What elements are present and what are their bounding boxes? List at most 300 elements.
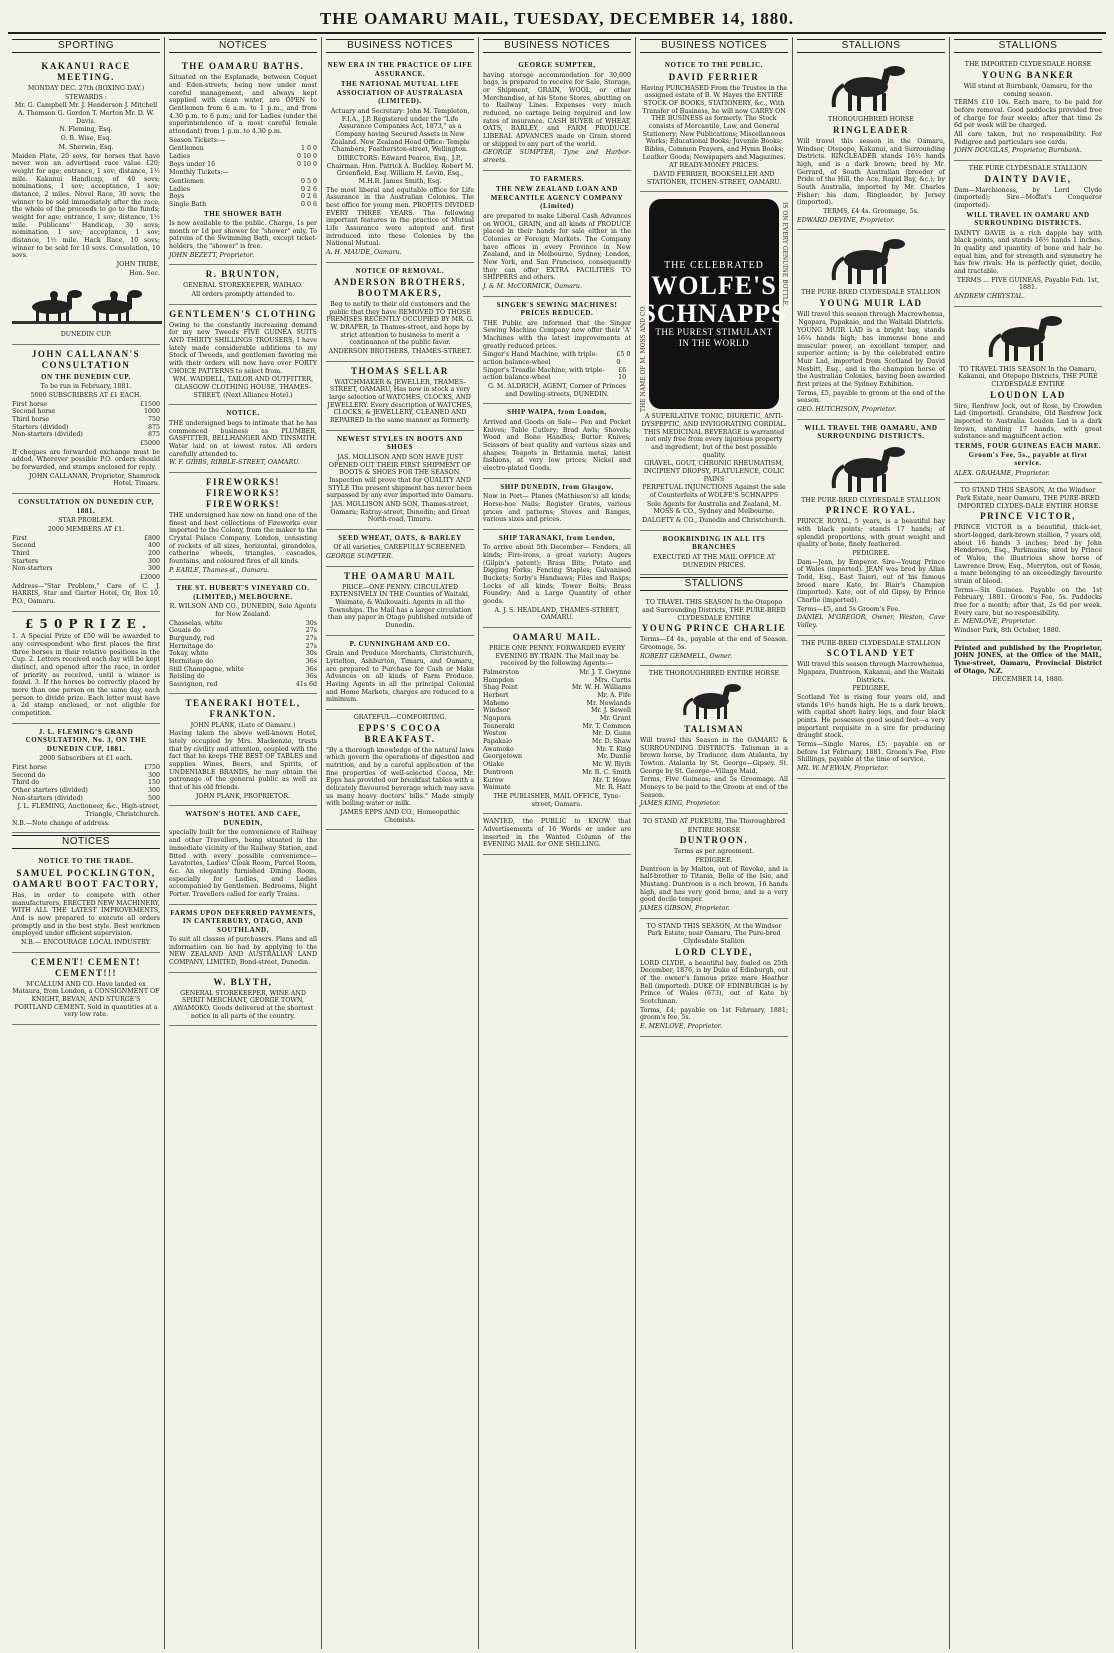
agent-row — [483, 753, 631, 761]
ad-body: Has, in order to compete with other manufacturers, ERECTED NEW MACHINERY, WITH ALL THE LATEST IMPROVEMENTS, And is now prepared to execute all orders promptly and in the best style. Best workmen employed under efficient supervision. — [12, 891, 160, 938]
ad-body: GENERAL STOREKEEPER, WINE AND SPIRIT MERCHANT, GEORGE TOWN, AWAMOKO. Goods delivered at the shortest notice in all parts of the country. — [172, 989, 314, 1020]
column-business-2 — [479, 37, 636, 1649]
section-header: STALLIONS — [640, 577, 788, 591]
agent-row-value: Mr. R. Hatt — [595, 784, 631, 792]
wine-row-value: 27s — [305, 635, 317, 643]
ad-title: GENTLEMEN'S CLOTHING — [169, 308, 317, 319]
ad-intro: TO TRAVEL THIS SEASON In the Oamaru, Kakanui, and Otepopo Districts, THE PURE CLYDESDALE ENTIRE — [958, 365, 1098, 388]
ad-route: Will travel this season through Macrewhenua, Ngapara, Papakaio, and the Waitaki Districts. — [797, 310, 945, 326]
prize-row-label: Third — [12, 549, 30, 557]
ad-signature: ROBERT GEMMELL, Owner. — [640, 652, 733, 660]
column-header: NOTICES — [169, 39, 317, 53]
agent-row-value: Mr. Grant — [599, 715, 631, 723]
ad-body: All orders promptly attended to. — [191, 291, 295, 299]
wine-row-label: Gouais do — [169, 627, 201, 635]
price-row-label: Gentlemen — [169, 145, 204, 153]
secretary: JOHN TRIBE, — [116, 260, 160, 268]
prize-row-label: Non-starters (divided) — [12, 431, 83, 439]
members: 2000 MEMBERS AT £1. — [47, 525, 125, 533]
dainty-davie-ad — [954, 161, 1102, 307]
price-row-label: Ladies — [169, 152, 190, 160]
blyth-ad — [169, 973, 317, 1027]
ad-body: Having PURCHASED From the Trustee in the assigned estate of B. W. Hayes the ENTIRE STOCK OF BOOKS, STATIONERY, &c., With Transfer of Business, he will now CARRY ON THE BUSINESS as formerly. The Stock consists of Mercantile, Law, and General Stationery; New Publications; Miscellaneous Works; Educational Books; Juvenile Books; Bibles, Common Prayers, and Hymn Books; Leather Goods; Newspapers and Magazines. — [640, 84, 788, 161]
agent-row — [483, 777, 631, 785]
run-date: To be run in February, 1881. — [40, 383, 132, 391]
agent-row — [483, 723, 631, 731]
ad-body: WANTED, the PUBLIC to KNOW that Advertisements of 16 Words or under are inserted in the Wanted Column of the EVENING MAIL for ONE SHILLING. — [483, 818, 631, 849]
prize-row — [12, 787, 160, 795]
loudon-lad-ad — [954, 307, 1102, 484]
prize-row-label: Second do — [12, 771, 46, 779]
agent-row-value: Mr. T. King — [596, 745, 631, 753]
ad-title: DAVID FERRIER — [668, 71, 760, 82]
prize-row-value: 875 — [147, 423, 160, 431]
prize-row-value: £800 — [143, 534, 160, 542]
wanted-ad — [483, 814, 631, 855]
ad-intro: Actuary and Secretary: John M. Templeton, F.I.A., J.P. Registered under the "Life Assurance Companies Act, 1873," as a Company having Secured Assets in New Zealand. New Zealand Head Office: Temple Chambers, Featherston-street, Wellington. — [330, 107, 470, 154]
ad-title: KAKANUI RACE MEETING. — [41, 61, 131, 83]
ad-title: ANDERSON BROTHERS, BOOTMAKERS, — [333, 277, 467, 299]
ad-signature: DANIEL M'GREGOR, Owner, Weston, Cave Valley. — [797, 614, 945, 630]
imprint-date: DECEMBER 14, 1880. — [992, 676, 1064, 684]
price-row-label: Ladies — [169, 185, 190, 193]
ad-body: The most liberal and equitable office for Life Assurance in the Australian Colonies. The best office for young men. PROFITS DIVIDED EVERY THREE YEARS. The following important features in the practice of Mutual Life Assurance were adopted and first introduced into these Colonies by the National Mutual. — [326, 186, 474, 248]
ad-terms: Terms, Five Guineas; and 5s Groomage. All Moneys to be paid to the Groom at end of the Season. — [640, 776, 788, 799]
ad-body: are prepared to make Liberal Cash Advances on WOOL, GRAIN, and all kinds of PRODUCE placed in their hands for sale either in the Colonies or Foreign Markets. The Company have offices in every Province in New Zealand, and in Melbourne, Sydney, London, New York, and San Francisco, consequently they can offer EXTRA FACILITIES TO SHIPPERS and others. — [483, 212, 631, 282]
ad-signature: MR. W. M'EWAN, Proprietor. — [797, 765, 889, 773]
prize-row-label: First — [12, 534, 28, 542]
column-header: SPORTING — [12, 39, 160, 53]
ad-body: To arrive about 5th December— Fenders, all kinds; Fire-irons, a great variety; Augers (Gilpin's patent); Brass Bits; Potato and Digging Forks; Fencing Staples; Galvanised Buckets; Sorby's Handsaws; Files and Rasps; Locks of all kinds; Tower Bolts; Brass Foundry; And a Large Quantity of other goods. — [483, 544, 631, 606]
price-row — [169, 193, 317, 201]
ad-title: BOOKBINDING IN ALL ITS BRANCHES — [662, 534, 766, 552]
agent-row-label: Ngapara — [483, 715, 511, 723]
ad-title: THE OAMARU BATHS. — [181, 61, 305, 72]
logo-name-1: WOLFE'S — [651, 271, 777, 301]
agent-row-value: Mr. A. Fife — [597, 692, 631, 700]
ad-signature: E. MENLOVE, Proprietor. — [954, 618, 1036, 626]
ad-signature: DALGETY & CO., Dunedin and Christchurch. — [642, 517, 786, 525]
plumber-ad — [169, 405, 317, 473]
wine-row-value: 36s — [305, 658, 317, 666]
wine-row-value: 30s — [305, 619, 317, 627]
ad-title: SAMUEL POCKLINGTON, OAMARU BOOT FACTORY, — [12, 867, 160, 889]
ad-title: SHIP DUNEDIN, from Glasgow, — [500, 482, 614, 491]
ad-title: W. BLYTH, — [213, 976, 273, 987]
columns — [8, 37, 1106, 1649]
prize-row-label: Second — [12, 542, 36, 550]
agent-row-value: Mr. D. Shaw — [591, 738, 631, 746]
cunningham-ad — [326, 636, 474, 710]
ad-body: A SUPERLATIVE TONIC, DIURETIC, ANTI-DYSPEPTIC, AND INVIGORATING CORDIAL. THIS MEDICINAL BEVERAGE is warranted not only free from every injurious property and ingredient, but of the best possible quality. — [641, 413, 787, 459]
racehorses-illustration — [12, 281, 162, 327]
ad-title: THE OAMARU MAIL — [344, 570, 456, 581]
agent-row-label: Palmerston — [483, 669, 520, 677]
agent-row-label: Kurow — [483, 776, 504, 784]
ad-body: DAINTY DAVIE is a rich dapple bay with black points, and stands 16½ hands 1 inches. In quality and quantity of bone and hair he equal him, and for strength and symmetry he has few rivals. He is perfectly quiet, docile, and tractable. — [954, 229, 1102, 275]
ad-title: LOUDON LAD — [990, 389, 1066, 400]
fireworks-ad — [169, 473, 317, 580]
price-row — [169, 161, 317, 169]
horse-illustration — [826, 63, 916, 113]
imprint — [954, 641, 1102, 689]
lord-clyde-ad — [640, 919, 788, 1037]
price-row — [169, 145, 317, 153]
ad-title: LORD CLYDE, — [675, 946, 753, 957]
ad-body: THE Public are informed that the Singer Sewing Machine Company now offer their 'A' Machines with the latest improvements at greatly reduced prices. — [483, 319, 631, 350]
ad-intro: TO STAND AT PUKEURI, The Thoroughbred — [642, 818, 786, 826]
agent-row — [483, 677, 631, 685]
ad-title: SCOTLAND YET — [826, 648, 916, 659]
anderson-removal-ad — [326, 263, 474, 362]
ad-title: SHIP TARANAKI, from London, — [498, 533, 616, 542]
price-row-label: Boys under 16 — [169, 160, 216, 168]
agent-row-value: Mr. T. Howe — [592, 776, 631, 784]
agent-row-label: Shag Point — [483, 684, 518, 692]
prize-row — [12, 565, 160, 573]
sellar-ad — [326, 362, 474, 431]
ad-terms: TERMS ... FIVE GUINEAS, Payable Feb. 1st, 1881. — [956, 276, 1100, 292]
prize-row — [12, 416, 160, 424]
ad-title: P. CUNNINGHAM AND CO. — [349, 639, 451, 648]
directors: DIRECTORS: Edward Pearce, Esq., J.P., Chairman. Hon. Patrick A. Buckley. Robert M. Greenfield, Esq. William H. Levin, Esq., M.H.R. James Smith, Esq. — [326, 154, 474, 185]
ad-title: SEED WHEAT, OATS, & BARLEY — [338, 533, 462, 542]
masthead-title: THE OAMARU MAIL, TUESDAY, DECEMBER 14, 1880. — [319, 9, 795, 28]
young-prince-charlie-ad — [640, 595, 788, 666]
ship-waipa-ad — [483, 404, 631, 478]
ad-intro: TO STAND THIS SEASON, At the Windsor Park Estate, near Oamaru, THE PURE-BRED IMPORTED CLYDES-DALE ENTIRE HORSE — [956, 487, 1100, 510]
masthead — [8, 6, 1106, 34]
ad-title: FIREWORKS! FIREWORKS! FIREWORKS! — [205, 477, 280, 509]
agent-row-label: Georgetown — [483, 753, 523, 761]
ad-body: LORD CLYDE, a beautiful bay, foaled on 25th December, 1876, is by Duke of Edinburgh, out of the owner's famous prize mare Heather Bell (imported). DUKE OF EDINBURGH is by Prince of Wales (673), out of Kate by Scotchman. — [640, 959, 788, 1006]
wine-row — [169, 643, 317, 651]
ad-title: NOTICE. — [226, 409, 260, 418]
agent-row — [483, 707, 631, 715]
horse-illustration — [826, 236, 916, 286]
price-table — [169, 145, 317, 168]
ad-body: Sire, Renfrew Jock, out of Rose, by Crowden Lad (imported). Grandsire, Old Renfrew Jock imported to Australia. Loudon Lad is a dark brown, standing 17 hands, with great substance and magnificent action. — [954, 402, 1102, 441]
scotland-yet-ad — [797, 636, 945, 779]
ad-note: All care taken, but no responsibility. For Pedigree and particulars see cards. — [954, 130, 1102, 146]
prize-row — [12, 431, 160, 439]
ad-intro: THE PURE-BRED CLYDESDALE STALLION — [801, 496, 941, 504]
ad-signature: ALEX. GRAHAME, Proprietor. — [954, 469, 1050, 477]
prize-row — [12, 408, 160, 416]
address: JOHN CALLANAN, Proprietor, Shamrock Hotel, Timaru. — [29, 472, 160, 488]
ad-body: Having taken the above well-known Hotel, lately occupied by Mrs. Mackenzie, trusts that by civility and attention, coupled with the fact that he keeps THE BEST OF TABLES and supplies Wines, Beers, and Spirits, of UNDENIABLE BRANDS, he may obtain the patronage of the general public as well as that of his old friends. — [169, 730, 318, 792]
column-business-3 — [636, 37, 793, 1649]
ad-signature: ANDERSON BROTHERS, THAMES-STREET. — [328, 348, 472, 356]
prize-row-value: 500 — [147, 794, 160, 802]
prize-row-value: 300 — [147, 557, 160, 565]
wine-row-label: Reisling do — [169, 673, 205, 681]
pedigree-label: PEDIGREE. — [695, 857, 733, 865]
ad-route: Will travel this season through Macrewhenua, Ngapara, Duntroon, Kakanui, and the Waitaki Districts. — [797, 661, 945, 684]
ad-body: Situated on the Esplanade, between Coquet and Eden-streets, being now under most careful management, and always kept supplied with clean water, are OPEN to Gentlemen from 6 a.m. to 1 p.m., and from 4.30 p.m. to 6 p.m.; and for Ladies (under the superintendence of a most careful female attendant) from 1 p.m. to 4.30 p.m. — [169, 74, 317, 135]
ad-terms: Terms—£4 4s., payable at the end of Season. Groomage, 5s. — [640, 636, 788, 652]
ad-kicker: WILL TRAVEL THE OAMARU, AND SURROUNDING DISTRICTS. — [804, 423, 938, 441]
injunctions: PERPETUAL INJUNCTIONS Against the sale of Counterfeits of WOLFE'S SCHNAPPS — [642, 484, 786, 500]
ad-body: PRICE ONE PENNY. FORWARDED EVERY EVENING BY TRAIN. The Mail may be received by the following Agents:— — [488, 645, 626, 668]
price-row-value: 0 2 6 — [300, 193, 317, 201]
ad-signature: JOHN DOUGLAS, Proprietor, Burnbank. — [954, 147, 1082, 155]
ad-title: SHIP WAIPA, from London, — [507, 408, 607, 417]
price-row-value: £6 10 — [618, 366, 627, 382]
ad-title: THOMAS SELLAR — [351, 365, 449, 376]
ad-body: Will travel this season in the Oamaru, Windsor, Otepopo, Kakanui, and Surrounding Districts. RINGLEADER stands 16½ hands high, and is a dark brown; bred by Mr. Gerrard, of South Australian (breeder of Pride of the Hill, the Ace, Rapid Bay, &c.); by South Australia, imported by Mr. Charles Fisher; his dam, Ringleader, by Jersey (imported). — [797, 137, 945, 207]
dunedin-cup-caption: DUNEDIN CUP. — [60, 331, 112, 339]
section-header: NOTICES — [12, 835, 160, 849]
young-muir-lad-ad — [797, 230, 945, 419]
agent-row — [483, 669, 631, 677]
agent-row — [483, 730, 631, 738]
wine-row — [169, 650, 317, 658]
ad-body: YOUNG MUIR LAD is a bright bay, stands 16¾ hands high; has immense bone and muscular power, an excellent temper, and superior action; is by the celebrated entire Muir Lad, imported from Scotland by David Nesbitt, Esq., and is the champion horse of the Australian Colonies, having been awarded first prizes at the Sydney Exhibition. — [797, 327, 945, 388]
agent-row-value: Mr. Newlands — [586, 699, 631, 707]
ad-title: PRINCE ROYAL. — [825, 505, 917, 516]
ad-body: Arrived and Goods on Sale— Pen and Pocket Knives; Table Cutlery; Brad Awls; Shovels; Wood and Bone Handles; Butter Knives; Scissors of best quality and various sizes and shapes; Teapots in Britannia metal, latest fashions, at very low prices; Nickel and electro-plated Goods. — [483, 418, 631, 472]
prize-row — [12, 550, 160, 558]
horse-illustration — [983, 313, 1073, 363]
ad-title: NEWEST STYLES IN BOOTS AND SHOES — [337, 434, 463, 452]
wine-row — [169, 658, 317, 666]
agent-row-value: Mr. W. Blyth — [592, 761, 631, 769]
ad-terms: TERMS, FOUR GUINEAS EACH MARE. Groom's Fee, 5s., payable at first service. — [954, 441, 1102, 468]
column-header: BUSINESS NOTICES — [640, 39, 788, 53]
ferrier-ad — [640, 57, 788, 192]
ad-prices: AT READY-MONEY PRICES. — [669, 162, 759, 170]
ad-title: R. BRUNTON, — [205, 269, 281, 280]
price-row — [169, 178, 317, 186]
ad-title: YOUNG BANKER — [981, 69, 1075, 80]
bookbinding-ad — [640, 531, 788, 575]
ad-intro: THE PURE-BRED CLYDESDALE STALLION — [801, 289, 941, 297]
ailments: GRAVEL, GOUT, CHRONIC RHEUMATISM, INCIPIENT DROPSY, FLATULENCE, COLIC PAINS — [643, 460, 785, 483]
ad-signature: JAMES GIBSON, Proprietor. — [640, 905, 730, 913]
prize-row-value: 875 — [147, 431, 160, 439]
price-row-value: 1 0 0 — [300, 145, 317, 153]
judge: N. Fleming, Esq. — [59, 126, 113, 134]
wine-row-label: Burgundy, red — [169, 635, 215, 643]
starter: O. R. Wise, Esq. — [60, 135, 112, 143]
ad-body: THE undersigned begs to intimate that he has commenced business as PLUMBER, GASFITTER, BELLHANGER AND TINSMITH. Water laid on at lowest rates. All orders carefully attended to. — [169, 420, 317, 458]
prize-table — [12, 764, 160, 802]
wine-row-label: Hermitage do — [169, 658, 214, 666]
wine-row-label: Tokay, white — [169, 650, 209, 658]
agent-row-label: Awamoko — [483, 745, 514, 753]
agent-row — [483, 746, 631, 754]
ad-body: Duntroon is by Malton, out of Revoke, and is half-brother to Titania, Belle of the Isle, and Mustang. Duntroon is a rich brown, 16 hands high, and has very good bone, and is a very good docile temper. — [640, 865, 788, 904]
ad-kicker: NEW ERA IN THE PRACTICE OF LIFE ASSURANCE. — [327, 61, 473, 78]
column-sporting — [8, 37, 165, 1649]
ad-title: RINGLEADER — [832, 124, 909, 135]
ad-signature: A. J. S. HEADLAND, THAMES-STREET, OAMARU. — [494, 606, 620, 622]
ad-signature: GEORGE SUMPTER. — [326, 553, 394, 561]
agent-row-label: Maheno — [483, 699, 509, 707]
prize-table — [12, 535, 160, 573]
price-table — [483, 351, 631, 382]
ad-body: Will travel this Season in the OAMARU & SURROUNDING DISTRICTS. Talisman is a brown horse, by Traducer, dam Atalanta, by Towton. Atalanta by St. George—Gipsey. St. George by St. George—Village Maid. — [640, 737, 788, 775]
column-notices — [165, 37, 322, 1649]
ad-signature: JAMES EPPS AND CO., Homeopathic Chemists. — [340, 808, 460, 824]
ad-date: Windsor Park, 8th October, 1880. — [954, 626, 1061, 634]
wine-row-value: 41s 6d — [295, 681, 317, 689]
wine-row — [169, 635, 317, 643]
price-row-value: 0 0 6 — [300, 200, 317, 208]
secretary-title: Hon. Sec. — [129, 269, 160, 277]
wine-row-value: 30s — [305, 650, 317, 658]
address: J. L. FLEMING, Auctioneer, &c., High-street, Triangle, Christchurch. — [17, 803, 160, 818]
ad-title: FARMS UPON DEFERRED PAYMENTS, IN CANTERBURY, OTAGO, AND SOUTHLAND, — [170, 908, 316, 934]
oamaru-mail-agents-ad — [483, 628, 631, 814]
note: If cheques are forwarded exchange must be added. Wherever possible P.O. orders should be forwarded, and stamps enclosed for reply. — [12, 448, 160, 472]
prize-table — [12, 401, 160, 439]
ad-signature: JAMES KING, Proprietor. — [640, 800, 721, 808]
ad-body: THE undersigned has now on hand one of the finest and best collections of Fireworks ever imported to the Colony, from the maker to the Crystal Palace Company, London, consisting of rockets of all sizes, horizontal, girandoles, catherine wheels, triangles, cascades, fountains, and coloured fires of all kinds. — [169, 511, 317, 565]
logo-top: THE CELEBRATED — [664, 260, 764, 272]
ad-body: PRINCE ROYAL, 5 years, is a beautiful bay with black points; stands 17 hands; of splendid proportions, with great weight and quality of bone, finely feathered. — [797, 518, 945, 549]
agent-row-label: Waimate — [483, 784, 511, 792]
prize-row-value: 400 — [147, 542, 160, 550]
ad-body: Of all varieties, CAREFULLY SCREENED. — [333, 544, 467, 552]
singer-ad — [483, 297, 631, 405]
horse-illustration — [679, 681, 749, 721]
horse-illustration — [826, 444, 916, 494]
column-stallions-2 — [950, 37, 1106, 1649]
prize-row-label: Starters (divided) — [12, 423, 69, 431]
prize-row — [12, 779, 160, 787]
ad-kicker: GRATEFUL—COMFORTING. — [353, 714, 447, 721]
ship-taranaki-ad — [483, 530, 631, 628]
farms-ad — [169, 905, 317, 973]
ad-signature: ANDREW CHRYSTAL. — [954, 292, 1025, 300]
subscribers: 5000 SUBSCRIBERS AT £1 EACH. — [30, 392, 142, 400]
prize-row-value: 150 — [147, 779, 160, 787]
ad-subtitle: JOHN PLANK, (Late of Oamaru.) — [190, 721, 296, 729]
prize-row-label: Other starters (divided) — [12, 786, 88, 794]
cement-ad — [12, 953, 160, 1025]
ad-subtitle: STAR PROBLEM. — [58, 517, 114, 525]
agent-row-label: Herbert — [483, 692, 509, 700]
prize-row-value: £1500 — [139, 400, 160, 408]
prize-row-value: 750 — [147, 416, 160, 424]
agent-row-label: Papakaio — [483, 738, 512, 746]
ad-body: Will stand at Burnbank, Oamaru, for the coming season. — [963, 82, 1093, 98]
note: N.B.—Note change of address. — [12, 819, 110, 827]
ad-title: DAINTY DAVIE, — [984, 173, 1072, 184]
ad-body: PRINCE VICTOR is a beautiful, thick-set, short-legged, dark-brown stallion, 7 years old, about 16 hands 3 inches; bred by John Henderson, Esq., Parkmains; sired by Prince of Wales, the illustrious show horse of Lawrence Drew, Esq., Merryton, out of Rosie, a mare belonging to an exceedingly favourite strain of blood. — [954, 524, 1102, 585]
price-row-value: 0 10 0 — [296, 152, 317, 160]
ad-body: WATCHMAKER & JEWELLER, THAMES-STREET, OAMARU, Has now in stock a very large selection of WATCHES, CLOCKS, AND JEWELLERY. Every description of WATCHES, CLOCKS, & JEWELLERY, CLEANED AND REPAIRED In the same manner as formerly. — [327, 378, 473, 425]
ad-title: CEMENT! CEMENT! CEMENT!!! — [31, 956, 141, 978]
wine-row-label: Still Champagne, white — [169, 665, 244, 673]
ad-terms: TERMS £10 10s. Each mare, to be paid for before removal. Good paddocks provided free of charge for four weeks; after that time 2s 6d per week will be charged. — [954, 99, 1102, 130]
agents: Sole Agents for Australia and Zealand, M. MOSS & CO., Sydney and Melbourne. — [646, 500, 782, 516]
agent-row — [483, 700, 631, 708]
prize-row-label: Starters — [12, 557, 39, 565]
agent-row-value: Mr. R. C. Smith — [582, 768, 631, 776]
ad-body: Is now available to the public. Charge, 1s per month or 1d per shower for "shower" only. To patrons of the Swimming Bath, except ticket-holders, the "shower" is free. — [169, 220, 317, 251]
prize-total: £5000 — [139, 440, 160, 448]
ship-dunedin-ad — [483, 479, 631, 530]
price-row — [169, 186, 317, 194]
agent-row — [483, 738, 631, 746]
ad-intro: TO TRAVEL THIS SEASON In the Otepopo and Surrounding Districts, THE PURE-BRED CLYDESDALE ENTIRE — [642, 599, 786, 622]
agent-row — [483, 761, 631, 769]
epps-cocoa-ad — [326, 710, 474, 830]
ad-label: ENTIRE HORSE — [687, 826, 741, 834]
prize-row — [12, 772, 160, 780]
wine-row-value: 27s — [305, 627, 317, 635]
ad-signature: DAVID FERRIER, BOOKSELLER AND STATIONER, ITCHEN-STREET, OAMARU. — [646, 171, 782, 186]
address: Address—"Star Problem," Care of C. J. HARRIS, Star and Garter Hotel, Or, Box 10, P.O., Oamaru. — [12, 582, 160, 605]
ad-signature: GEO. HUTCHISON, Proprietor. — [797, 405, 897, 413]
agent-row — [483, 692, 631, 700]
ad-terms: Terms—Single Mares, £5; payable on or before 1st February, 1881. Groom's Fee, Five Shillings, payable at the time of service. — [797, 741, 945, 764]
price-row-value: 0 10 0 — [296, 160, 317, 168]
prize-row-value: 300 — [147, 565, 160, 573]
fifty-prize-ad — [12, 612, 160, 724]
ad-body: PRICE—ONE PENNY. CIRCULATED EXTENSIVELY IN THE Counties of Waitaki, Waimate, & Waikouaiti. Agents in all the Townships. The Mail has a larger circulation than any paper in Otago published outside of Dunedin. — [327, 583, 473, 630]
prize-row-label: Non-starters — [12, 565, 53, 573]
ad-kicker: NOTICE TO THE TRADE. — [38, 857, 134, 866]
wine-price-table — [169, 620, 317, 689]
nz-loan-ad — [483, 171, 631, 297]
ad-title: SINGER'S SEWING MACHINES! PRICES REDUCED. — [496, 300, 618, 318]
ad-body: having storage accommodation for 30,000 bags, is prepared to receive for Sale, Storage, or Shipment, GRAIN, WOOL, or other Merchandise, at his Stone Stores, abutting on to Railway Lines. Expenses very much reduced, no cartage being required and low rates of insurance. CASH BUYER of WHEAT, OATS, BARLEY, and FARM PRODUCE. LIBERAL ADVANCES made on Grain stored or shipped to any part of the world. — [483, 71, 631, 148]
agent-row — [483, 769, 631, 777]
ad-title: THE ST. HUBERT'S VINEYARD CO. (LIMITED,) MELBOURNE. — [176, 584, 310, 601]
wine-row-label: Chasselas, white — [169, 619, 223, 627]
agent-row — [483, 784, 631, 792]
agent-row — [483, 715, 631, 723]
ad-signature: WM. WADDELL, TAILOR AND OUTFITTER, GLASGOW CLOTHING HOUSE, THAMES-STREET, (Next Alliance Hotel.) — [172, 376, 314, 399]
agent-row-value: Mr. J. T. Gwynne — [579, 669, 631, 677]
prize-row — [12, 424, 160, 432]
wine-row — [169, 666, 317, 674]
baths-ad — [169, 57, 317, 265]
ad-terms: Terms—£5, and 5s Groom's Fee. — [797, 605, 901, 613]
ad-subtitle: R. WILSON AND CO., DUNEDIN, Sole Agents for New Zealand. — [169, 603, 317, 619]
season-label: Season Tickets:— — [169, 136, 226, 144]
stewards-label: STEWARDS : — [64, 93, 108, 101]
ad-kicker: TO FARMERS. — [529, 174, 585, 183]
ad-signature: GEORGE SUMPTER, Tyne and Harbor-streets. — [483, 149, 631, 165]
ad-subtitle: MONDAY DEC. 27th (BOXING DAY.) — [27, 85, 145, 93]
ad-route: WILL TRAVEL IN OAMARU AND SURROUNDING DISTRICTS. — [966, 210, 1090, 228]
price-row-value: 0 5 0 — [300, 177, 317, 185]
price-row — [169, 201, 317, 209]
logo-side-left: THE NAME OF M. MOSS AND CO. — [640, 305, 647, 413]
race-list: Maiden Plate, 20 sovs, for horses that have never won an advertised race value £20; weight for age; entrance, 1 sov; distance, 1½ mile. Kakanui Handicap, of 40 sovs; nominations, 1 sov; acceptance, 1 sov; distance, 2 miles. Novel Race, 30 sovs; the winner to be sold immediately after the race, the whole of the proceeds to go to the funds; weight for age; entrance, 1 sov; distance, 1½ mile. Publicans' Handicap, 30 sovs; nomination, 1 sov; acceptance, 1 sov; distance, 1½ mile. Hack Race, 10 sovs; winner to be sold for 10 sovs. Consolation, 10 sovs. — [12, 152, 160, 260]
kakanui-race-ad — [12, 57, 160, 345]
ringleader-ad — [797, 57, 945, 230]
ad-body: Scotland Yet is rising four years old, and stands 16½ hands high. He is a dark brown, with capital short hairy legs, and four black points. He possesses good sound feet—a very important requisite in a sire for producing draught stock. — [797, 694, 945, 740]
ad-title: DUNTROON. — [679, 835, 749, 846]
ad-title: TEANERAKI HOTEL, FRANKTON. — [185, 697, 301, 719]
ad-signature: JOHN BEZETT, Proprietor. — [169, 251, 254, 259]
price-row-label: Boys — [169, 193, 185, 201]
clothing-ad — [169, 305, 317, 406]
ad-title: TALISMAN — [684, 724, 744, 735]
ad-body: To suit all classes of purchasers. Plans and all information can be had by applying to the NEW ZEALAND AND AUSTRALIAN LAND COMPANY, LIMITED, Bond-street, Dunedin. — [169, 936, 317, 967]
wolfe-schnapps-ad — [640, 192, 788, 530]
ad-signature: JAS. MOLLISON AND SON, Thames-street, Oamaru; Ratray-street, Dunedin; and Great North-road, Timaru. — [330, 500, 470, 524]
stewards-list: Mr. G. Campbell Mr. J. Henderson J. Mitchell A. Thomson G. Gordon T. Merton Mr. D. W. Davis. — [14, 102, 158, 125]
ad-note: N.B.— ENCOURAGE LOCAL INDUSTRY. — [21, 938, 151, 946]
pedigree-text: Dam—Jean, by Emperor. Sire—Young Prince of Wales (imported). JEAN was bred by Allan Todd, Esq., East Taieri, out of his famous brood mare Kate, by Blair's Champion (imported). Kate, out of old Gipsy, by Prince Charlie (imported). — [797, 558, 945, 605]
